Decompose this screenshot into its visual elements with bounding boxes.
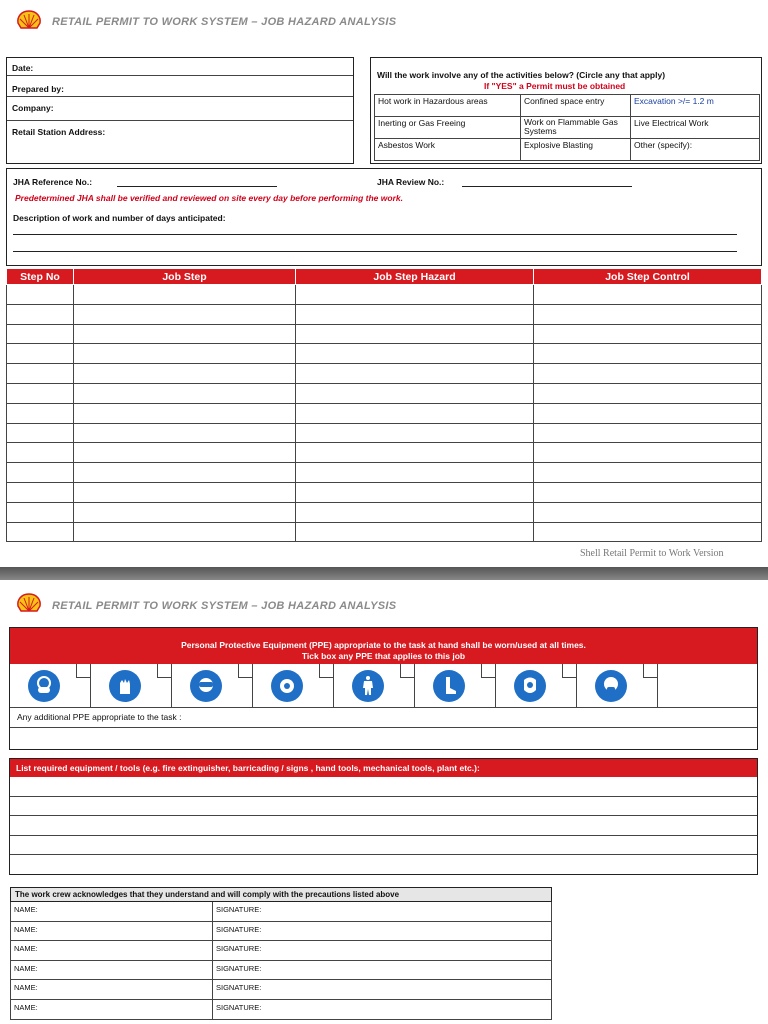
activity-excavation[interactable]: Excavation >/= 1.2 m — [631, 95, 760, 117]
station-info-box — [6, 57, 354, 164]
work-description-line-2[interactable] — [13, 242, 737, 252]
step-no-cell[interactable] — [7, 344, 74, 364]
activity-hot-work[interactable]: Hot work in Hazardous areas — [375, 95, 521, 117]
table-row — [11, 902, 552, 922]
table-row — [7, 324, 762, 344]
step-no-cell[interactable] — [7, 383, 74, 403]
table-row — [7, 443, 762, 463]
step-no-cell[interactable] — [7, 403, 74, 423]
jha-review-input[interactable] — [462, 177, 632, 187]
jha-reference-label: JHA Reference No.: — [13, 177, 93, 187]
page-divider — [0, 567, 768, 580]
ppe-item — [253, 664, 334, 708]
name-field[interactable]: NAME: — [11, 999, 213, 1019]
job-step-hazard-cell[interactable] — [296, 463, 534, 483]
table-row — [7, 502, 762, 522]
table-row — [11, 941, 552, 961]
job-step-hazard-cell[interactable] — [296, 423, 534, 443]
safety-goggles-icon — [190, 670, 222, 702]
equipment-line[interactable] — [10, 836, 757, 856]
equipment-line[interactable] — [10, 777, 757, 797]
job-step-control-header: Job Step Control — [534, 269, 762, 285]
footer-text: Shell Retail Permit to Work Version — [580, 548, 724, 559]
job-step-cell[interactable] — [74, 324, 296, 344]
acknowledgement-table — [10, 887, 552, 1020]
shell-logo-icon — [16, 593, 42, 613]
prepared-by-label: Prepared by: — [12, 84, 64, 94]
step-no-cell[interactable] — [7, 502, 74, 522]
equipment-heading: List required equipment / tools (e.g. fire extinguisher, barricading / signs , hand tools, mechanical tools, plant etc.): — [10, 759, 757, 777]
ppe-checkbox[interactable] — [238, 664, 252, 678]
ppe-item — [496, 664, 577, 708]
ppe-heading: Personal Protective Equipment (PPE) appropriate to the task at hand shall be worn/used at all times. — [181, 640, 586, 650]
job-step-control-cell[interactable] — [534, 344, 762, 364]
table-row — [7, 463, 762, 483]
signature-field[interactable]: SIGNATURE: — [213, 980, 552, 1000]
job-step-cell[interactable] — [74, 443, 296, 463]
job-step-cell[interactable] — [74, 463, 296, 483]
face-shield-icon — [514, 670, 546, 702]
job-step-cell[interactable] — [74, 403, 296, 423]
job-step-control-cell[interactable] — [534, 522, 762, 542]
job-step-cell[interactable] — [74, 304, 296, 324]
equipment-line[interactable] — [10, 816, 757, 836]
signature-field[interactable]: SIGNATURE: — [213, 999, 552, 1019]
activities-question: Will the work involve any of the activities below? (Circle any that apply) — [377, 70, 666, 80]
ppe-item — [577, 664, 658, 708]
name-field[interactable]: NAME: — [11, 960, 213, 980]
job-step-control-cell[interactable] — [534, 285, 762, 305]
breathing-mask-icon — [595, 670, 627, 702]
jha-reference-input[interactable] — [117, 177, 277, 187]
job-step-cell[interactable] — [74, 522, 296, 542]
ppe-item — [415, 664, 496, 708]
job-step-hazard-cell[interactable] — [296, 522, 534, 542]
step-no-cell[interactable] — [7, 324, 74, 344]
job-step-hazard-cell[interactable] — [296, 443, 534, 463]
ppe-checkbox[interactable] — [481, 664, 495, 678]
ppe-checkbox[interactable] — [157, 664, 171, 678]
permit-required-note: If "YES" a Permit must be obtained — [484, 81, 626, 91]
name-field[interactable]: NAME: — [11, 941, 213, 961]
jha-details-box — [6, 168, 762, 266]
company-label: Company: — [12, 103, 54, 113]
equipment-rows — [10, 777, 757, 875]
job-step-hazard-cell[interactable] — [296, 285, 534, 305]
ppe-section — [9, 627, 758, 750]
job-step-hazard-cell[interactable] — [296, 344, 534, 364]
ppe-icons-row — [10, 664, 757, 708]
equipment-section — [9, 758, 758, 875]
ppe-item — [172, 664, 253, 708]
ppe-subheading: Tick box any PPE that applies to this job — [301, 651, 466, 661]
activity-flammable-gas[interactable]: Work on Flammable Gas Systems — [521, 117, 631, 139]
shell-logo-icon — [16, 10, 42, 30]
equipment-line[interactable] — [10, 855, 757, 875]
ppe-checkbox[interactable] — [76, 664, 90, 678]
signature-field[interactable]: SIGNATURE: — [213, 941, 552, 961]
table-row — [7, 304, 762, 324]
job-step-control-cell[interactable] — [534, 364, 762, 384]
job-step-cell[interactable] — [74, 344, 296, 364]
table-row — [7, 344, 762, 364]
table-row — [7, 364, 762, 384]
job-step-control-cell[interactable] — [534, 304, 762, 324]
ppe-item — [10, 664, 91, 708]
activity-confined-space[interactable]: Confined space entry — [521, 95, 631, 117]
job-step-cell[interactable] — [74, 285, 296, 305]
table-row — [7, 423, 762, 443]
signature-field[interactable]: SIGNATURE: — [213, 921, 552, 941]
job-step-cell[interactable] — [74, 482, 296, 502]
table-row — [7, 522, 762, 542]
gloves-icon — [109, 670, 141, 702]
job-step-cell[interactable] — [74, 364, 296, 384]
job-step-hazard-cell[interactable] — [296, 403, 534, 423]
job-step-control-cell[interactable] — [534, 383, 762, 403]
job-step-control-cell[interactable] — [534, 502, 762, 522]
activity-other[interactable]: Other (specify): — [631, 139, 760, 161]
protective-clothing-icon — [352, 670, 384, 702]
ppe-header — [10, 628, 757, 664]
date-label: Date: — [12, 63, 34, 73]
signature-field[interactable]: SIGNATURE: — [213, 960, 552, 980]
job-step-cell[interactable] — [74, 423, 296, 443]
step-no-cell[interactable] — [7, 364, 74, 384]
table-row — [11, 921, 552, 941]
job-step-cell[interactable] — [74, 383, 296, 403]
job-step-hazard-header: Job Step Hazard — [296, 269, 534, 285]
ppe-checkbox[interactable] — [400, 664, 414, 678]
table-row — [7, 383, 762, 403]
safety-footwear-icon — [433, 670, 465, 702]
work-description-label: Description of work and number of days anticipated: — [13, 213, 226, 223]
job-step-hazard-cell[interactable] — [296, 364, 534, 384]
ppe-checkbox[interactable] — [319, 664, 333, 678]
job-step-control-cell[interactable] — [534, 324, 762, 344]
ppe-item — [91, 664, 172, 708]
name-field[interactable]: NAME: — [11, 980, 213, 1000]
ear-protection-icon — [271, 670, 303, 702]
acknowledgement-heading: The work crew acknowledges that they understand and will comply with the precautions listed above — [11, 888, 552, 902]
name-field[interactable]: NAME: — [11, 921, 213, 941]
job-step-hazard-cell[interactable] — [296, 482, 534, 502]
table-row — [7, 285, 762, 305]
step-no-cell[interactable] — [7, 423, 74, 443]
job-step-control-cell[interactable] — [534, 423, 762, 443]
additional-ppe-label: Any additional PPE appropriate to the task : — [17, 712, 182, 722]
job-step-control-cell[interactable] — [534, 403, 762, 423]
job-step-control-cell[interactable] — [534, 443, 762, 463]
step-no-cell[interactable] — [7, 482, 74, 502]
table-row — [11, 999, 552, 1019]
work-description-line-1[interactable] — [13, 225, 737, 235]
table-row — [11, 960, 552, 980]
ppe-checkbox[interactable] — [562, 664, 576, 678]
job-step-cell[interactable] — [74, 502, 296, 522]
activity-asbestos[interactable]: Asbestos Work — [375, 139, 521, 161]
table-row — [7, 482, 762, 502]
signature-field[interactable]: SIGNATURE: — [213, 902, 552, 922]
name-field[interactable]: NAME: — [11, 902, 213, 922]
activities-grid — [374, 94, 760, 161]
table-row — [7, 403, 762, 423]
activity-live-electrical[interactable]: Live Electrical Work — [631, 117, 760, 139]
step-no-cell[interactable] — [7, 443, 74, 463]
jha-review-label: JHA Review No.: — [377, 177, 445, 187]
activities-box — [370, 57, 762, 164]
job-step-hazard-cell[interactable] — [296, 324, 534, 344]
job-step-control-cell[interactable] — [534, 463, 762, 483]
ppe-checkbox[interactable] — [643, 664, 657, 678]
ppe-item — [334, 664, 415, 708]
respirator-icon — [28, 670, 60, 702]
step-no-header: Step No — [7, 269, 74, 285]
additional-ppe-input[interactable] — [10, 727, 757, 749]
activity-inerting[interactable]: Inerting or Gas Freeing — [375, 117, 521, 139]
table-row — [11, 980, 552, 1000]
job-step-header: Job Step — [74, 269, 296, 285]
job-step-hazard-cell[interactable] — [296, 383, 534, 403]
equipment-line[interactable] — [10, 797, 757, 817]
step-no-cell[interactable] — [7, 463, 74, 483]
document-title-page-2: RETAIL PERMIT TO WORK SYSTEM – JOB HAZARD ANALYSIS — [52, 600, 397, 612]
job-step-hazard-cell[interactable] — [296, 502, 534, 522]
retail-station-address-label: Retail Station Address: — [12, 127, 106, 137]
step-no-cell[interactable] — [7, 285, 74, 305]
step-no-cell[interactable] — [7, 304, 74, 324]
activity-explosive-blasting[interactable]: Explosive Blasting — [521, 139, 631, 161]
document-title: RETAIL PERMIT TO WORK SYSTEM – JOB HAZARD ANALYSIS — [52, 16, 397, 28]
job-steps-table — [6, 268, 762, 542]
jha-verification-warning: Predetermined JHA shall be verified and reviewed on site every day before performing the work. — [15, 193, 403, 203]
step-no-cell[interactable] — [7, 522, 74, 542]
job-step-control-cell[interactable] — [534, 482, 762, 502]
job-step-hazard-cell[interactable] — [296, 304, 534, 324]
